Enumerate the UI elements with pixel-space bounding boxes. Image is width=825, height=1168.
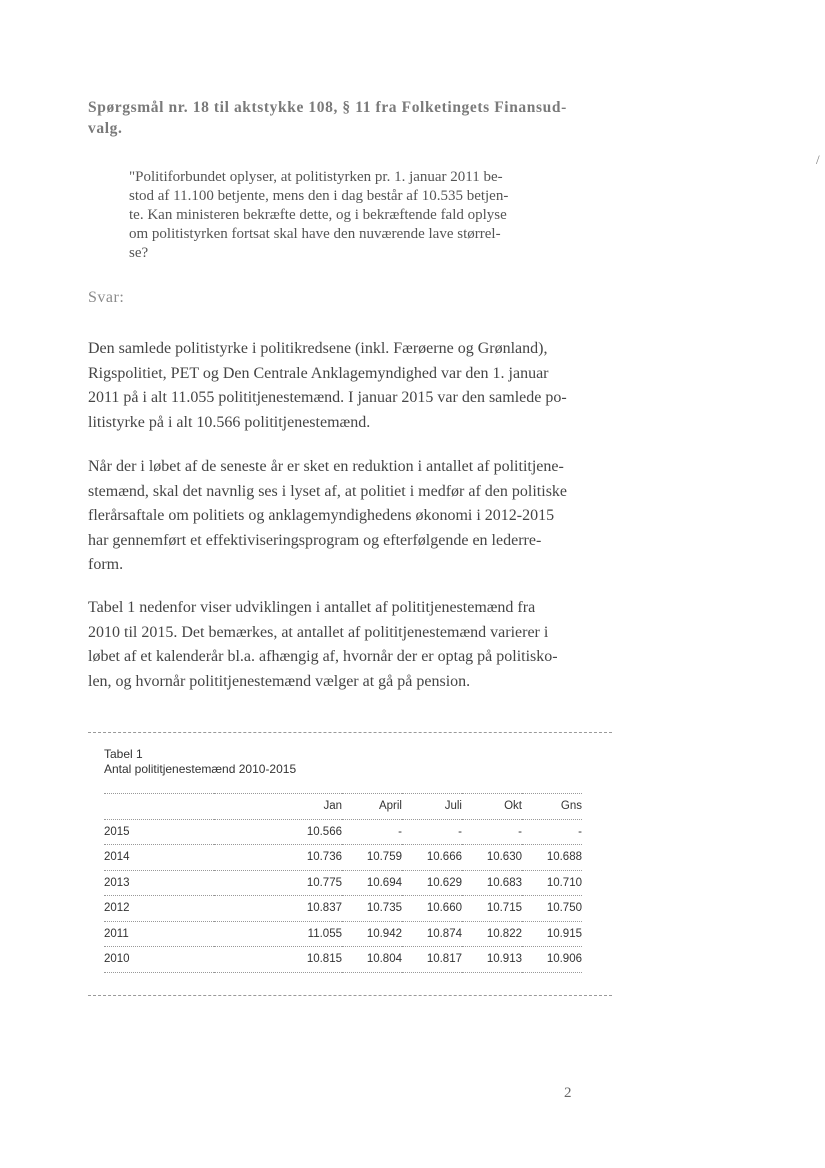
table-cell: 10.660 <box>402 896 462 922</box>
paragraph-line: Når der i løbet af de seneste år er sket en reduktion i antallet af polititjene- <box>88 458 564 475</box>
table-cell: 11.055 <box>214 921 342 947</box>
paragraph-line: flerårsaftale om politiets og anklagemyndighedens økonomi i 2012-2015 <box>88 507 555 524</box>
table-cell: 10.906 <box>522 947 582 973</box>
table-top-divider <box>88 732 612 733</box>
answer-paragraph-2 <box>88 455 588 578</box>
table-cell: 10.710 <box>522 870 582 896</box>
edge-mark: / <box>816 152 820 167</box>
quote-line: om politistyrken fortsat skal have den nuværende lave størrel- <box>129 226 501 242</box>
table-cell: - <box>522 819 582 845</box>
quote-line: te. Kan ministeren bekræfte dette, og i bekræftende fald oplyse <box>129 207 507 223</box>
question-heading-line: valg. <box>88 120 123 137</box>
table-cell: 2011 <box>104 921 214 947</box>
table-cell: 10.750 <box>522 896 582 922</box>
question-heading <box>88 97 618 139</box>
table-cell: 10.683 <box>462 870 522 896</box>
table-cell: 10.666 <box>402 845 462 871</box>
table-cell: 10.942 <box>342 921 402 947</box>
table-caption <box>104 747 296 777</box>
paragraph-line: litistyrke på i alt 10.566 polititjenestemænd. <box>88 413 371 431</box>
table-row <box>104 819 582 845</box>
table-caption-label: Tabel 1 <box>104 747 143 761</box>
paragraph-line: len, og hvornår polititjenestemænd vælger at gå på pension. <box>88 672 471 690</box>
answer-label: Svar: <box>88 289 125 306</box>
table-cell: 10.837 <box>214 896 342 922</box>
table-cell: - <box>342 819 402 845</box>
paragraph-line: Den samlede politistyrke i politikredsene (inkl. Færøerne og Grønland), <box>88 340 548 357</box>
table-header-cell: Jan <box>214 794 342 820</box>
table-cell: 10.822 <box>462 921 522 947</box>
table-header-row <box>104 794 582 820</box>
table-cell: 10.775 <box>214 870 342 896</box>
question-heading-line: Spørgsmål nr. 18 til aktstykke 108, § 11 fra Folketingets Finansud- <box>88 99 567 116</box>
answer-paragraph-3 <box>88 596 588 694</box>
table-caption-title: Antal polititjenestemænd 2010-2015 <box>104 762 297 776</box>
table-cell: 10.694 <box>342 870 402 896</box>
table-cell: 10.688 <box>522 845 582 871</box>
table-header-cell: Okt <box>462 794 522 820</box>
table-header-cell: April <box>342 794 402 820</box>
table-bottom-divider <box>88 995 612 996</box>
table-cell: 2015 <box>104 819 214 845</box>
table-row <box>104 896 582 922</box>
table-cell: 10.566 <box>214 819 342 845</box>
police-staff-table <box>104 793 582 973</box>
table-cell: 10.630 <box>462 845 522 871</box>
table-row <box>104 947 582 973</box>
answer-paragraph-1 <box>88 337 588 435</box>
paragraph-line: Rigspolitiet, PET og Den Centrale Anklagemyndighed var den 1. januar <box>88 364 549 382</box>
paragraph-line: 2011 på i alt 11.055 polititjenestemænd. I januar 2015 var den samlede po- <box>88 389 567 406</box>
quote-line: stod af 11.100 betjente, mens den i dag består af 10.535 betjen- <box>129 188 509 204</box>
table-cell: 10.874 <box>402 921 462 947</box>
quote-line: "Politiforbundet oplyser, at politistyrken pr. 1. januar 2011 be- <box>129 169 503 185</box>
paragraph-line: form. <box>88 556 124 573</box>
quote-line: se? <box>129 245 149 261</box>
table-cell: 10.629 <box>402 870 462 896</box>
table-cell: 10.735 <box>342 896 402 922</box>
table-header-cell: Gns <box>522 794 582 820</box>
table-cell: 10.817 <box>402 947 462 973</box>
table-header-cell: Juli <box>402 794 462 820</box>
paragraph-line: løbet af et kalenderår bl.a. afhængig af, hvornår der er optag på politisko- <box>88 648 558 665</box>
table-header-cell <box>104 794 214 820</box>
table-cell: 10.715 <box>462 896 522 922</box>
table-cell: 2012 <box>104 896 214 922</box>
table-cell: 10.804 <box>342 947 402 973</box>
table-row <box>104 870 582 896</box>
table-cell: 2013 <box>104 870 214 896</box>
paragraph-line: Tabel 1 nedenfor viser udviklingen i antallet af polititjenestemænd fra <box>88 599 536 616</box>
table-cell: 10.736 <box>214 845 342 871</box>
table-cell: 2014 <box>104 845 214 871</box>
table-cell: - <box>402 819 462 845</box>
table-cell: 10.759 <box>342 845 402 871</box>
table-cell: 10.913 <box>462 947 522 973</box>
question-quote <box>129 168 561 263</box>
paragraph-line: stemænd, skal det navnlig ses i lyset af, at politiet i medfør af den politiske <box>88 482 568 500</box>
table-cell: 10.815 <box>214 947 342 973</box>
table-cell: 10.915 <box>522 921 582 947</box>
paragraph-line: 2010 til 2015. Det bemærkes, at antallet af polititjenestemænd varierer i <box>88 623 549 641</box>
table-row <box>104 845 582 871</box>
table-cell: - <box>462 819 522 845</box>
page-number: 2 <box>564 1085 572 1101</box>
table-cell: 2010 <box>104 947 214 973</box>
table-row <box>104 921 582 947</box>
paragraph-line: har gennemført et effektiviseringsprogram og efterfølgende en lederre- <box>88 531 542 549</box>
